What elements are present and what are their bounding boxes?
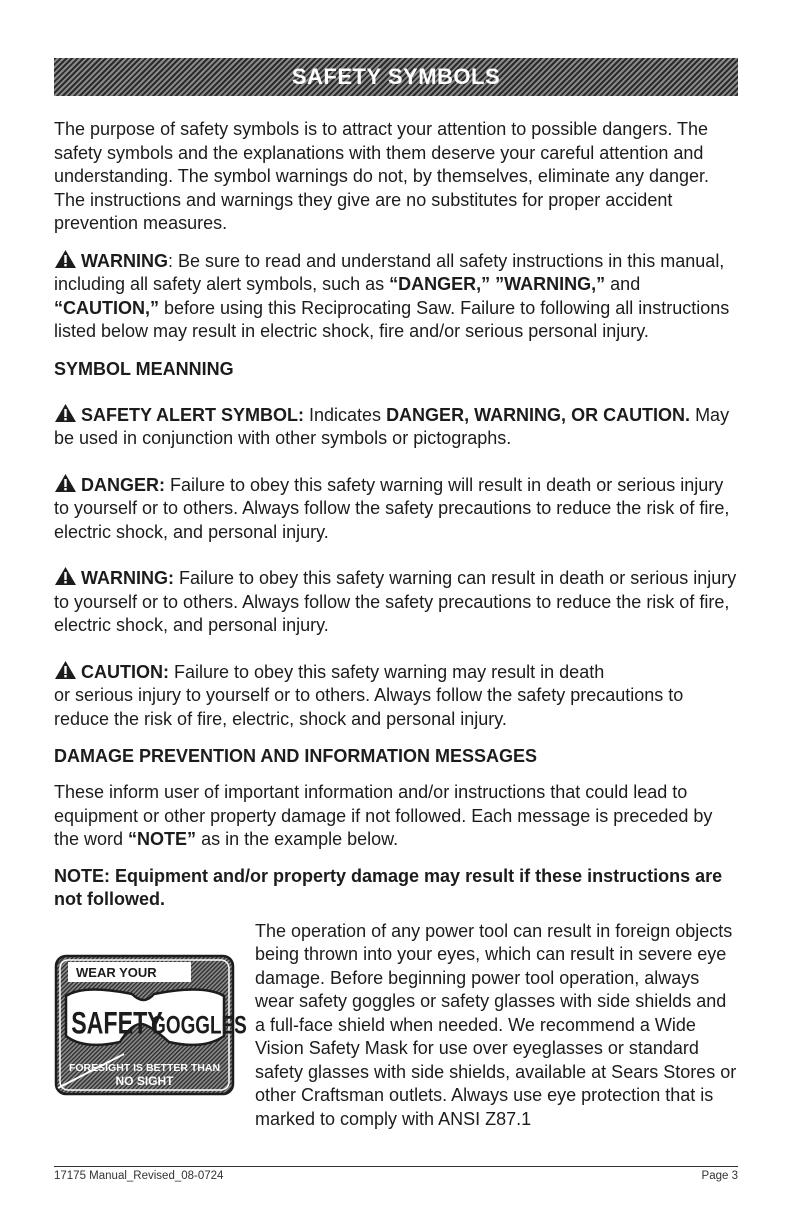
warning-symbol-label: WARNING: — [81, 568, 174, 588]
damage-text: These inform user of important information and/or instructions that could lead to equipment or other property damage if not followed. Each message is preceded by the word — [54, 782, 713, 849]
caution-paragraph — [54, 660, 738, 732]
alert-text-end: May be used in conjunction with other symbols or pictographs. — [54, 404, 730, 448]
caution-quote: “CAUTION,” — [54, 297, 159, 318]
alert-label: SAFETY ALERT SYMBOL: — [81, 404, 305, 425]
badge-goggles-word: GOGGLES — [151, 1010, 247, 1039]
safety-goggles-badge — [54, 954, 247, 1132]
note-text: NOTE: Equipment and/or property damage may result if these instructions are not followed. — [54, 865, 723, 909]
footer-page-number: Page 3 — [701, 1170, 738, 1182]
page-content — [54, 58, 738, 1131]
goggles-section — [54, 920, 738, 1132]
warning-quote: ”WARNING,” — [490, 274, 606, 294]
banner-title: SAFETY SYMBOLS — [291, 64, 501, 89]
alert-emphasis: DANGER, WARNING, OR CAUTION. — [386, 404, 691, 425]
safety-alert-triangle-icon — [54, 249, 77, 269]
symbol-heading: SYMBOL MEANNING — [54, 358, 234, 379]
warning-text-and: and — [605, 274, 641, 294]
note-word: “NOTE” — [128, 829, 197, 849]
danger-quote: “DANGER,” — [389, 274, 491, 294]
badge-top-text: WEAR YOUR — [76, 964, 157, 980]
danger-text: Failure to obey this safety warning will result in death or serious injury to yourself or to others. Always follow the safety precautions to reduce the risk of fire, electric shock, and personal injury. — [54, 474, 730, 542]
danger-triangle-icon — [54, 473, 77, 493]
warning-symbol-paragraph — [54, 566, 738, 638]
damage-paragraph — [54, 781, 738, 852]
badge-slogan-line1: FORESIGHT IS BETTER THAN — [68, 1061, 221, 1074]
footer-divider — [54, 1166, 738, 1167]
goggles-paragraph: The operation of any power tool can result in foreign objects being thrown into your eyes, which can result in severe eye damage. Before beginning power tool operation, always wear safety goggles or safety glasses with side shields and a full-face shield when needed. We recommend a Wide Vision Safety Mask for use over eyeglasses or standard safety glasses with side shields, available at Sears Stores or other Craftsman outlets. Always use eye protection that is marked to comply with ANSI Z87.1 — [255, 920, 737, 1129]
section-banner — [54, 58, 738, 96]
caution-text-cont: or serious injury to yourself or to others. Always follow the safety precautions to reduce the risk of fire, electric, shock and personal injury. — [54, 685, 684, 729]
intro-paragraph: The purpose of safety symbols is to attract your attention to possible dangers. The safety symbols and the explanations with them deserve your careful attention and understanding. The symbol warnings do not, by themselves, eliminate any danger. The instructions and warnings they give are no substitutes for proper accident prevention measures. — [54, 119, 710, 233]
note-paragraph — [54, 865, 738, 912]
caution-label: CAUTION: — [81, 661, 169, 682]
damage-text-end: as in the example below. — [196, 829, 399, 849]
warning-label: WARNING — [81, 250, 168, 271]
warning-text: : Be sure to read and understand all safety instructions in this manual, including all safety alert symbols, such as — [54, 250, 725, 294]
safety-alert-triangle-icon — [54, 403, 77, 423]
alert-text: Indicates — [304, 404, 387, 425]
warning-paragraph — [54, 249, 738, 344]
footer-doc-id: 17175 Manual_Revised_08-0724 — [54, 1170, 224, 1182]
warning-triangle-icon — [54, 566, 77, 586]
badge-safety-word: SAFETY — [71, 1004, 163, 1040]
danger-paragraph — [54, 473, 738, 545]
warning-text-end: before using this Reciprocating Saw. Failure to following all instructions listed below may result in electric shock, fire and/or serious personal injury. — [54, 297, 730, 341]
warning-symbol-text: Failure to obey this safety warning can result in death or serious injury to yourself or to others. Always follow the safety precautions to reduce the risk of fire, electric shock, and personal injury. — [54, 568, 737, 635]
page-footer — [54, 1170, 738, 1182]
caution-triangle-icon — [54, 660, 77, 680]
badge-slogan-line2: NO SIGHT — [115, 1073, 174, 1088]
danger-label: DANGER: — [81, 474, 165, 495]
alert-symbol-paragraph — [54, 403, 738, 451]
caution-text: Failure to obey this safety warning may result in death — [169, 661, 605, 682]
damage-heading: DAMAGE PREVENTION AND INFORMATION MESSAGES — [54, 746, 538, 766]
